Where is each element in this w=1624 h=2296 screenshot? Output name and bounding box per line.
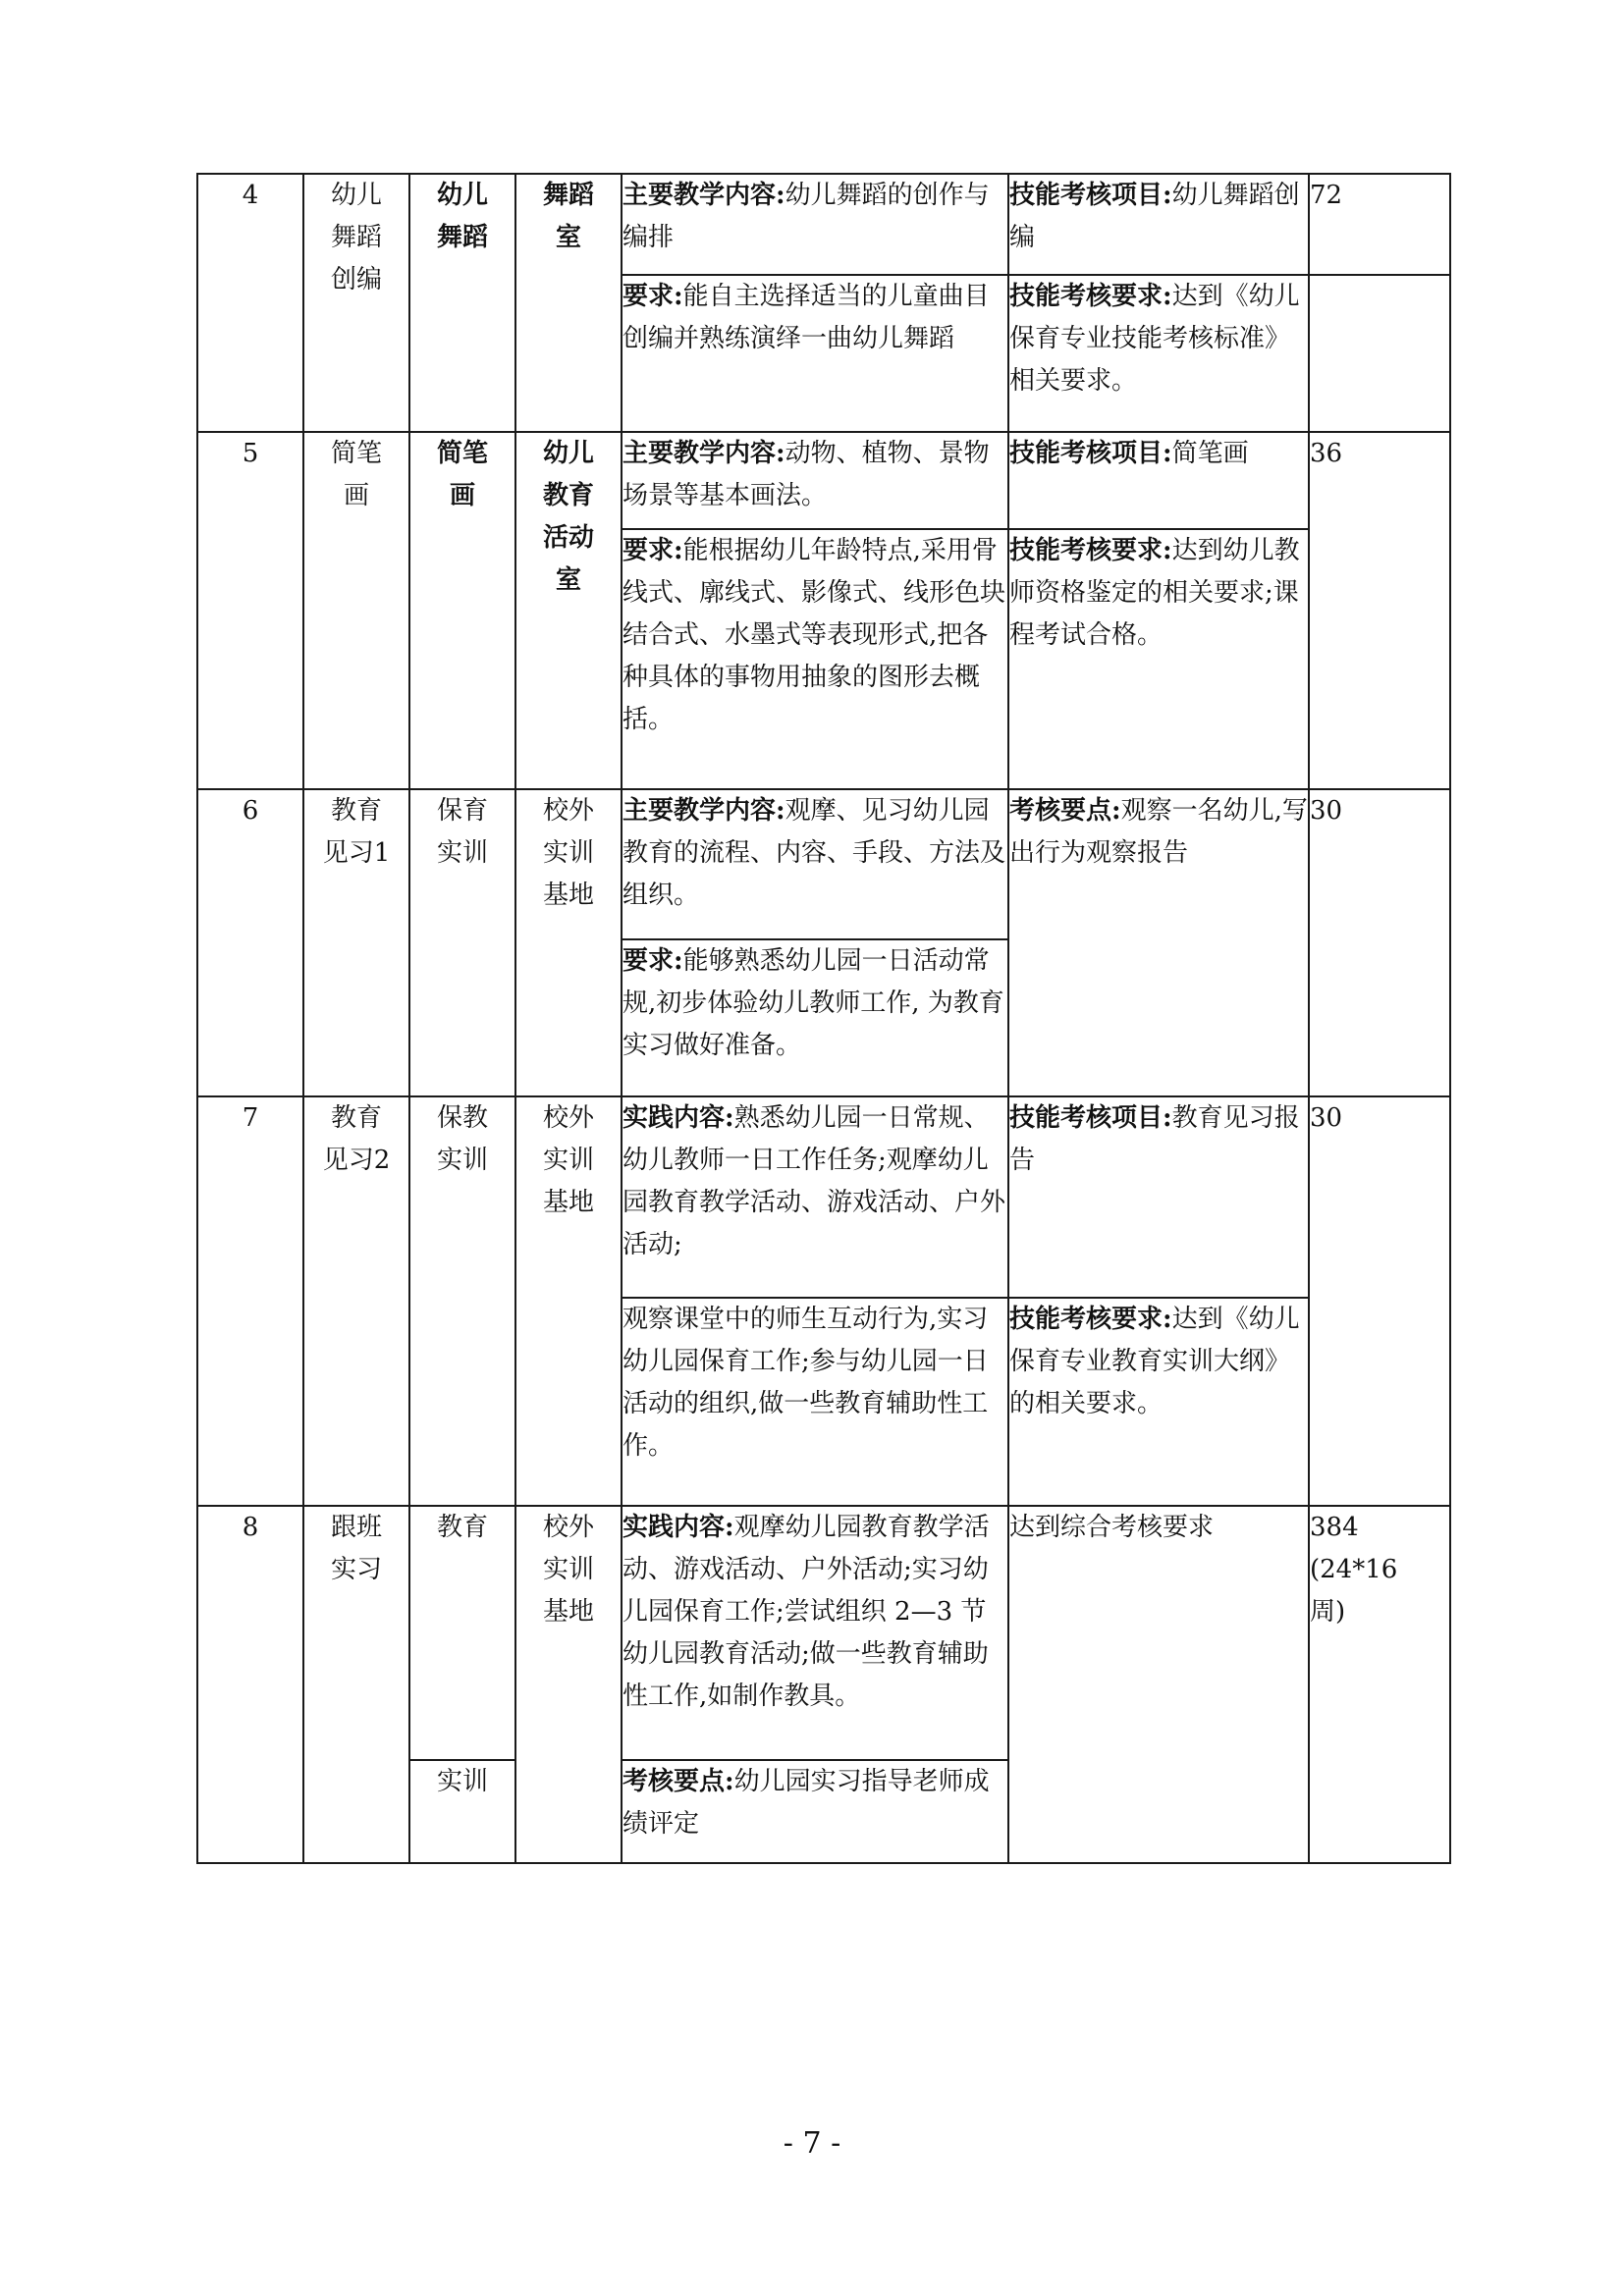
course-type-training: 实训 <box>409 1760 515 1863</box>
requirement: 要求:能自主选择适当的儿童曲目创编并熟练演绎一曲幼儿舞蹈 <box>622 275 1008 432</box>
hours: 30 <box>1309 789 1450 1096</box>
hours: 36 <box>1309 432 1450 789</box>
hours-empty <box>1309 275 1450 432</box>
assessment-requirement: 技能考核要求:达到《幼儿保育专业技能考核标准》相关要求。 <box>1008 275 1309 432</box>
row-index: 5 <box>197 432 303 789</box>
training-location: 校外 实训 基地 <box>515 1506 622 1863</box>
assessment-item: 技能考核项目:幼儿舞蹈创编 <box>1008 174 1309 275</box>
hours: 30 <box>1309 1096 1450 1506</box>
table-row <box>197 1506 1450 1760</box>
teaching-content: 主要教学内容:动物、植物、景物场景等基本画法。 <box>622 432 1008 529</box>
assessment-item: 技能考核项目:教育见习报告 <box>1008 1096 1309 1298</box>
course-type: 保教 实训 <box>409 1096 515 1506</box>
assessment-point: 考核要点:观察一名幼儿,写出行为观察报告 <box>1008 789 1309 1096</box>
requirement: 要求:能够熟悉幼儿园一日活动常规,初步体验幼儿教师工作, 为教育实习做好准备。 <box>622 939 1008 1096</box>
assessment-requirement: 技能考核要求:达到《幼儿保育专业教育实训大纲》的相关要求。 <box>1008 1298 1309 1506</box>
teaching-content: 主要教学内容:观摩、见习幼儿园教育的流程、内容、手段、方法及组织。 <box>622 789 1008 939</box>
course-name: 教育 见习1 <box>303 789 409 1096</box>
hours: 384 (24*16 周) <box>1309 1506 1450 1863</box>
course-type: 保育 实训 <box>409 789 515 1096</box>
training-location: 校外 实训 基地 <box>515 789 622 1096</box>
training-location: 校外 实训 基地 <box>515 1096 622 1506</box>
table-row <box>197 432 1450 529</box>
assessment-requirement: 技能考核要求:达到幼儿教师资格鉴定的相关要求;课程考试合格。 <box>1008 529 1309 789</box>
course-type: 幼儿 舞蹈 <box>409 174 515 432</box>
course-name: 教育 见习2 <box>303 1096 409 1506</box>
hours: 72 <box>1309 174 1450 275</box>
course-name: 跟班 实习 <box>303 1506 409 1863</box>
course-name: 幼儿 舞蹈 创编 <box>303 174 409 432</box>
row-index: 8 <box>197 1506 303 1863</box>
practice-content: 实践内容:观摩幼儿园教育教学活动、游戏活动、户外活动;实习幼儿园保育工作;尝试组织 2—3 节幼儿园教育活动;做一些教育辅助性工作,如制作教具。 <box>622 1506 1008 1760</box>
row-index: 6 <box>197 789 303 1096</box>
page-number: - 7 - <box>783 2126 841 2161</box>
table-row <box>197 1096 1450 1298</box>
assessment-point-content: 考核要点:幼儿园实习指导老师成绩评定 <box>622 1760 1008 1863</box>
assessment-item: 技能考核项目:简笔画 <box>1008 432 1309 529</box>
requirement: 要求:能根据幼儿年龄特点,采用骨线式、廓线式、影像式、线形色块结合式、水墨式等表现形式,把各种具体的事物用抽象的图形去概括。 <box>622 529 1008 789</box>
curriculum-table <box>196 173 1451 1864</box>
teaching-content: 主要教学内容:幼儿舞蹈的创作与编排 <box>622 174 1008 275</box>
training-location: 舞蹈 室 <box>515 174 622 432</box>
training-location: 幼儿 教育 活动 室 <box>515 432 622 789</box>
row-index: 4 <box>197 174 303 432</box>
practice-content-continued: 观察课堂中的师生互动行为,实习幼儿园保育工作;参与幼儿园一日活动的组织,做一些教育辅助性工作。 <box>622 1298 1008 1506</box>
practice-content: 实践内容:熟悉幼儿园一日常规、幼儿教师一日工作任务;观摩幼儿园教育教学活动、游戏活动、户外活动; <box>622 1096 1008 1298</box>
table-row <box>197 789 1450 939</box>
course-name: 简笔 画 <box>303 432 409 789</box>
course-type: 简笔 画 <box>409 432 515 789</box>
course-type-education: 教育 <box>409 1506 515 1760</box>
assessment-point: 达到综合考核要求 <box>1008 1506 1309 1863</box>
table-row <box>197 174 1450 275</box>
row-index: 7 <box>197 1096 303 1506</box>
